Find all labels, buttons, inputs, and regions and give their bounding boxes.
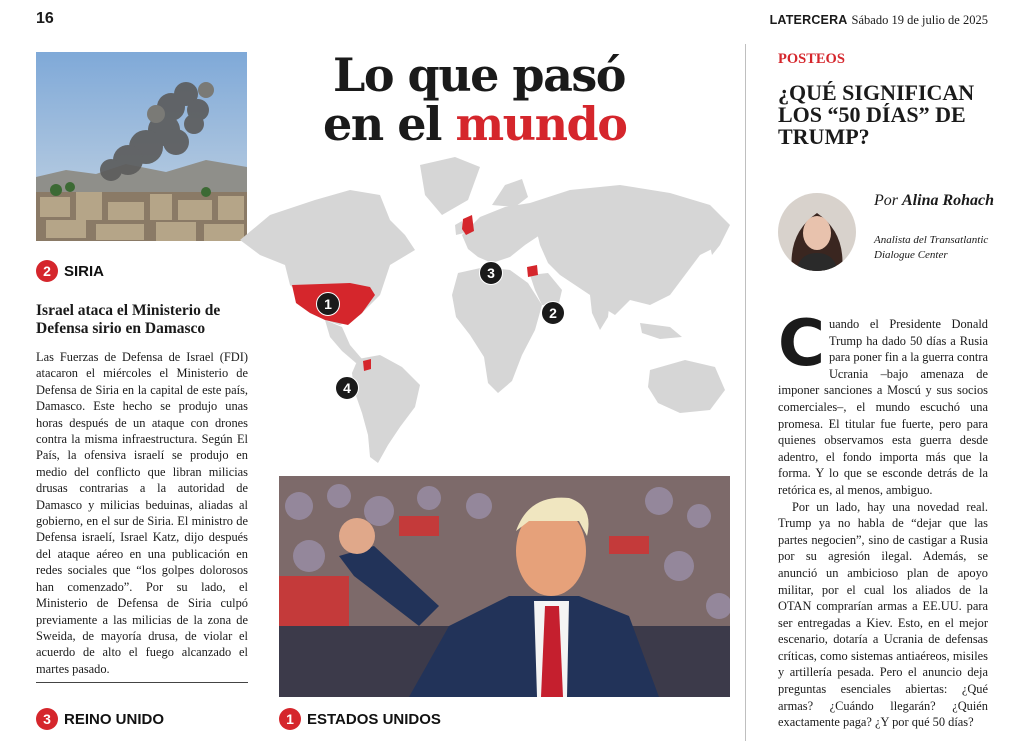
syria-headline: Israel ataca el Ministerio de Defensa sirio en Damasco — [36, 302, 221, 337]
author-role: Analista del Transatlantic Dialogue Center — [874, 234, 989, 261]
syria-highlight — [527, 265, 538, 277]
world-map — [230, 145, 740, 469]
masthead — [770, 13, 988, 28]
syria-section-label: SIRIA — [64, 262, 105, 280]
syria-number-badge: 2 — [36, 260, 58, 282]
section-syria — [36, 260, 104, 282]
section-us — [279, 708, 441, 730]
map-marker-4: 4 — [335, 376, 359, 400]
posteos-body — [778, 307, 988, 731]
brand-name: LATERCERA — [769, 13, 848, 27]
feature-title-line2 — [323, 99, 626, 149]
venezuela-highlight — [363, 359, 371, 371]
uk-section-label: REINO UNIDO — [64, 710, 165, 728]
author-name: Alina Rohach — [902, 192, 995, 209]
column-divider — [745, 44, 746, 741]
map-marker-uk: 3 — [479, 261, 503, 285]
byline-prefix: Por — [874, 192, 902, 209]
posteos-paragraph-2: Por un lado, hay una novedad real. Trump ya no habla de “dejar que las partes negocien”, sino de castigar a Rusia por su agresión ilegal. Además, se anunció un ambicioso plan de apoyo militar, por el cual los aliados de la OTAN comprarían armas a EE.UU. para ser entregadas a Kiev. Esto, en el mejor escenario, dotaría a Ucrania de defensas críticas, como sistemas antiaéreos, misiles y artillería pesada. Pero el anuncio deja preguntas esenciales abiertas: ¿Qué armas? ¿Cuándo llegarán? ¿Quién exactamente paga? ¿Y por qué 50 días? — [778, 499, 988, 730]
page-number: 16 — [36, 10, 54, 27]
map-marker-syria: 2 — [541, 301, 565, 325]
feature-title-prefix: en el — [323, 97, 456, 151]
drop-cap: C — [778, 307, 825, 381]
posteos-kicker: POSTEOS — [778, 51, 845, 67]
feature-title-line1: Lo que pasó — [333, 48, 625, 102]
us-section-label: ESTADOS UNIDOS — [307, 710, 441, 728]
posteos-paragraph-1 — [778, 307, 988, 499]
issue-date: Sábado 19 de julio de 2025 — [851, 13, 988, 27]
syria-body: Las Fuerzas de Defensa de Israel (FDI) atacaron el miércoles el Ministerio de Defensa de Siria en la capital de este país, Damasco. Este hecho se produjo unas horas después de un ataque con drones contra la misma infraestructura. Según El País, la ofensiva israelí se produjo en medio del conflicto que libran milicias drusas contrarias a la autoridad de Damasco y milicias beduinas, aliadas al gobierno, en el sur de Siria. El ministro de Defensa israelí, Israel Katz, dijo después del ataque aéreo en una publicación en redes sociales que “los golpes dolorosos han comenzado”. Por su lado, el Ministerio de Defensa de Siria culpó previamente a las milicias de la zona de Sweida, de mayoría drusa, de violar el acuerdo de alto el fuego alcanzado el martes pasado. — [36, 350, 248, 676]
posteos-title: ¿QUÉ SIGNIFICAN LOS “50 DÍAS” DE TRUMP? — [778, 80, 975, 149]
us-number-badge: 1 — [279, 708, 301, 730]
section-divider — [36, 682, 248, 683]
us-photo — [279, 476, 730, 697]
syria-photo — [36, 52, 247, 241]
posteos-p1-text: uando el Presidente Donald Trump ha dado 50 días a Rusia para poner fin a la guerra contra Ucrania –bajo amenaza de imponer sanciones a Moscú y sus socios comerciales–, el mundo escuchó una promesa. El titular fue fuerte, pero para quienes observamos esta guerra desde adentro, el fondo importa más que la forma. Y lo que se esconde detrás de la retórica es, al menos, ambiguo. — [778, 317, 988, 497]
author-byline — [874, 191, 1004, 210]
uk-number-badge: 3 — [36, 708, 58, 730]
author-avatar — [778, 193, 856, 271]
feature-title-highlight: mundo — [455, 97, 627, 151]
map-marker-usa: 1 — [316, 292, 340, 316]
section-uk — [36, 708, 164, 730]
